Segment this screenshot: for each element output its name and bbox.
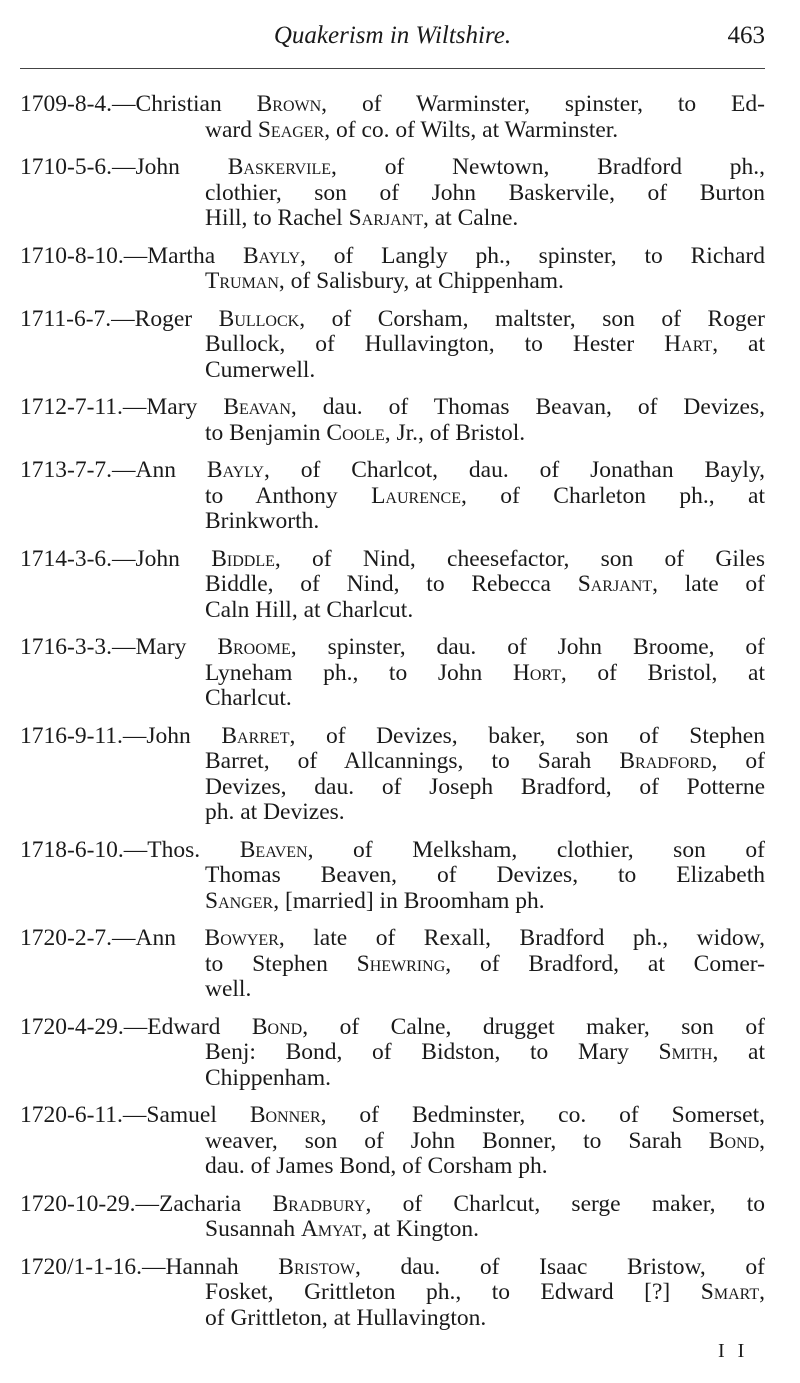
entry-line [20, 421, 765, 447]
marriage-entry [20, 307, 765, 384]
entry-line [20, 686, 765, 712]
surname: Bond [251, 1013, 303, 1040]
entry-text: , Jr., of Bristol. [384, 419, 526, 446]
surname: Bond [708, 1127, 760, 1154]
entry-line [20, 775, 765, 801]
entry-text: , of Warminster, spinster, to Ed- [321, 91, 765, 117]
entry-text: 1710-8-10.—Martha [20, 242, 243, 269]
entry-text: , of Bradford, at Comer- [445, 950, 765, 977]
entry-line [20, 484, 765, 510]
entry-text: Hill, to Rachel [205, 205, 349, 231]
entry-text: Caln Hill, at Charlcut. [205, 596, 414, 623]
marriage-entry [20, 724, 765, 826]
entry-text: , of Bedminster, co. of Somerset, [320, 1102, 765, 1128]
entry-line [20, 1066, 765, 1092]
entry-line [20, 458, 765, 484]
entry-text: , [759, 1279, 765, 1305]
entry-text: 1720-6-11.—Samuel [20, 1102, 250, 1128]
marriage-entry [20, 547, 765, 624]
entry-line [20, 547, 765, 573]
entry-line [20, 977, 765, 1003]
marriage-entries-list [20, 92, 765, 1343]
entry-text: , late of Rexall, Bradford ph., widow, [278, 925, 765, 951]
entry-text: 1712-7-11.—Mary [20, 394, 224, 420]
marriage-entry [20, 155, 765, 232]
entry-line [20, 1306, 765, 1332]
entry-line [20, 1103, 765, 1129]
entry-text: , of Bristol, at [560, 659, 765, 686]
entry-line [20, 838, 765, 864]
entry-line [20, 358, 765, 384]
entry-text: of Grittleton, at Hullavington. [205, 1304, 487, 1331]
entry-line [20, 572, 765, 598]
entry-text: , at [712, 1039, 765, 1065]
entry-text: , of Charlcut, serge maker, to [365, 1190, 765, 1217]
surname: Laurence [371, 482, 461, 509]
entry-text: , late of [652, 571, 765, 597]
surname: Smith [658, 1039, 713, 1065]
entry-text: Lyneham ph., to John [205, 659, 513, 686]
surname: Barret [221, 722, 290, 749]
entry-line [20, 1129, 765, 1155]
marriage-entry [20, 926, 765, 1003]
surname: Sanger [205, 887, 274, 914]
entry-line [20, 1154, 765, 1180]
entry-line [20, 155, 765, 181]
page-number: 463 [727, 22, 765, 49]
surname: Amyat [300, 1216, 362, 1242]
surname: Shewring [356, 950, 446, 977]
entry-text: Devizes, dau. of Joseph Bradford, of Potterne [205, 773, 765, 800]
entry-line [20, 926, 765, 952]
entry-text: to Benjamin [205, 419, 327, 446]
surname: Seager [257, 116, 325, 143]
entry-text: Benj: Bond, of Bidston, to Mary [205, 1039, 659, 1065]
marriage-entry [20, 838, 765, 915]
surname: Beaven [239, 836, 308, 863]
entry-line [20, 395, 765, 421]
surname: Bullock [218, 305, 300, 332]
surname: Smart [700, 1279, 760, 1305]
page-header [20, 18, 765, 54]
entry-line [20, 952, 765, 978]
entry-text: , of co. of Wilts, at Warminster. [324, 116, 619, 143]
entry-line [20, 800, 765, 826]
entry-line [20, 863, 765, 889]
surname: Bradford [619, 748, 712, 774]
entry-text: , of Calne, drugget maker, son of [302, 1013, 765, 1040]
entry-line [20, 889, 765, 915]
surname: Truman [205, 268, 279, 294]
header-rule [20, 68, 765, 69]
surname: Biddle [211, 545, 275, 572]
marriage-entry [20, 244, 765, 295]
surname: Broome [217, 634, 291, 660]
entry-line [20, 1280, 765, 1306]
surname: Bayly [242, 242, 301, 269]
surname: Beavan [223, 394, 291, 420]
entry-text: Thomas Beaven, of Devizes, to Elizabeth [205, 862, 765, 888]
entry-text: Susannah [205, 1216, 301, 1242]
entry-text: , of Nind, cheesefactor, son of Giles [274, 545, 766, 572]
entry-text: , of Newtown, Bradford ph., [331, 154, 766, 180]
entry-text: Fosket, Grittleton ph., to Edward [?] [205, 1279, 701, 1305]
entry-text: , dau. of Thomas Beavan, of Devizes, [290, 394, 765, 420]
entry-text: 1713-7-7.—Ann [20, 457, 207, 483]
entry-text: Charlcut. [205, 685, 292, 711]
surname: Bayly [206, 457, 264, 483]
entry-line [20, 661, 765, 687]
entry-line [20, 332, 765, 358]
entry-line [20, 206, 765, 232]
surname: Brown [256, 91, 322, 117]
entry-line [20, 1192, 765, 1218]
entry-line [20, 181, 765, 207]
entry-text: , of Langly ph., spinster, to Richard [300, 242, 765, 269]
marriage-entry [20, 1255, 765, 1332]
marriage-entry [20, 1015, 765, 1092]
entry-text: Barret, of Allcannings, to Sarah [205, 748, 620, 774]
entry-text: , dau. of Isaac Bristow, of [354, 1253, 765, 1280]
surname: Bonner [249, 1102, 321, 1128]
marriage-entry [20, 458, 765, 535]
entry-text: 1720-10-29.—Zacharia [20, 1190, 273, 1217]
entry-text: , [759, 1127, 765, 1154]
marriage-entry [20, 635, 765, 712]
entry-text: 1720-2-7.—Ann [20, 925, 205, 951]
entry-text: , of Charleton ph., at [461, 482, 765, 509]
entry-text: 1710-5-6.—John [20, 154, 228, 180]
entry-line [20, 1217, 765, 1243]
entry-line [20, 509, 765, 535]
entry-text: 1720/1-1-16.—Hannah [20, 1253, 279, 1280]
entry-text: 1711-6-7.—Roger [20, 305, 219, 332]
entry-text: , of Devizes, baker, son of Stephen [289, 722, 765, 749]
entry-text: , at [712, 331, 765, 357]
entry-text: Brinkworth. [205, 508, 320, 534]
entry-line [20, 118, 765, 144]
entry-text: 1720-4-29.—Edward [20, 1013, 252, 1040]
entry-line [20, 244, 765, 270]
entry-text: to Stephen [205, 950, 357, 977]
entry-text: 1716-9-11.—John [20, 722, 222, 749]
entry-text: 1714-3-6.—John [20, 545, 212, 572]
entry-text: Biddle, of Nind, to Rebecca [205, 571, 578, 597]
entry-text: 1718-6-10.—Thos. [20, 836, 240, 863]
entry-line [20, 1015, 765, 1041]
entry-text: ph. at Devizes. [205, 799, 345, 825]
entry-line [20, 598, 765, 624]
entry-text: to Anthony [205, 482, 372, 509]
entry-line [20, 724, 765, 750]
surname: Sarjant [577, 571, 653, 597]
entry-line [20, 1255, 765, 1281]
marriage-entry [20, 92, 765, 143]
entry-text: , of Corsham, maltster, son of Roger [299, 305, 765, 332]
signature-mark: I I [718, 1340, 749, 1362]
surname: Sarjant [348, 205, 423, 231]
entry-line [20, 92, 765, 118]
entry-text: 1709-8-4.—Christian [20, 91, 257, 117]
entry-text: Cumerwell. [205, 356, 316, 383]
surname: Bowyer [204, 925, 279, 951]
entry-text: well. [205, 976, 252, 1002]
entry-line [20, 749, 765, 775]
marriage-entry [20, 395, 765, 446]
entry-line [20, 635, 765, 661]
entry-text: , of [711, 748, 765, 774]
surname: Hort [512, 659, 561, 686]
entry-text: ward [205, 116, 258, 143]
entry-text: 1716-3-3.—Mary [20, 634, 218, 660]
entry-text: clothier, son of John Baskervile, of Burton [205, 179, 765, 206]
entry-text: , at Kington. [361, 1216, 479, 1242]
entry-text: Chippenham. [205, 1064, 331, 1091]
entry-text: , of Melksham, clothier, son of [307, 836, 765, 863]
surname: Bristow [278, 1253, 355, 1280]
entry-text: , of Salisbury, at Chippenham. [278, 268, 564, 294]
entry-text: dau. of James Bond, of Corsham ph. [205, 1153, 548, 1179]
running-title: Quakerism in Wiltshire. [273, 22, 512, 49]
entry-line [20, 269, 765, 295]
entry-text: Bullock, of Hullavington, to Hester [205, 331, 665, 357]
marriage-entry [20, 1192, 765, 1243]
entry-text: , spinster, dau. of John Broome, of [290, 634, 765, 660]
entry-line [20, 307, 765, 333]
entry-text: , [married] in Broomham ph. [273, 887, 545, 914]
entry-text: weaver, son of John Bonner, to Sarah [205, 1127, 709, 1154]
surname: Baskervile [227, 154, 332, 180]
entry-line [20, 1040, 765, 1066]
marriage-entry [20, 1103, 765, 1180]
surname: Bradbury [272, 1190, 366, 1217]
surname: Hart [664, 331, 713, 357]
surname: Coole [326, 419, 385, 446]
entry-text: , of Charlcot, dau. of Jonathan Bayly, [263, 457, 765, 483]
entry-text: , at Calne. [423, 205, 519, 231]
